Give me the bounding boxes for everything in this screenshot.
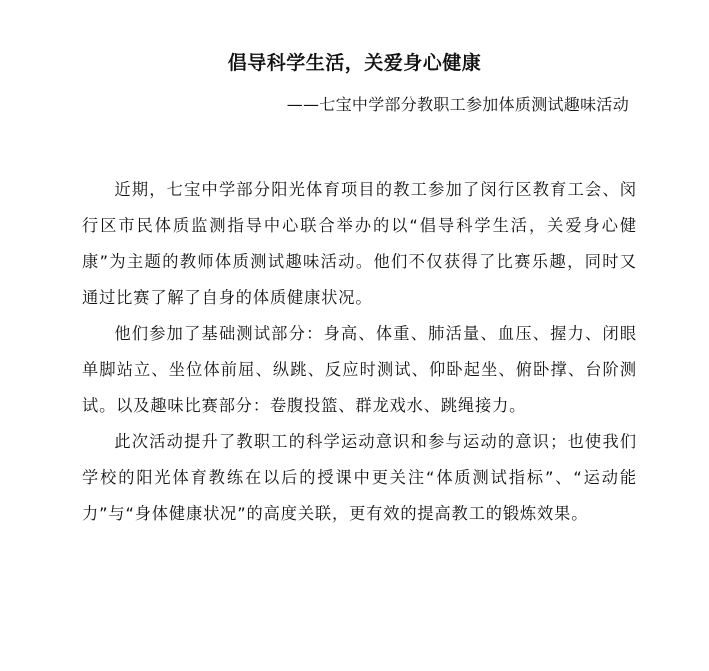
paragraph-1: 近期，七宝中学部分阳光体育项目的教工参加了闵行区教育工会、闵行区市民体质监测指导中心联合举办的以“倡导科学生活，关爱身心健康”为主题的教师体质测试趣味活动。他们不仅获得了比赛乐趣，同时又通过比赛了解了自身的体质健康状况。 <box>82 180 637 307</box>
paragraph-2: 他们参加了基础测试部分：身高、体重、肺活量、血压、握力、闭眼单脚站立、坐位体前屈、纵跳、反应时测试、仰卧起坐、俯卧撑、台阶测试。以及趣味比赛部分：卷腹投篮、群龙戏水、跳绳接力。 <box>82 324 637 415</box>
document-body <box>82 172 637 532</box>
document-subtitle: ——七宝中学部分教职工参加体质测试趣味活动 <box>286 95 629 114</box>
paragraph-3: 此次活动提升了教职工的科学运动意识和参与运动的意识；也使我们学校的阳光体育教练在以后的授课中更关注“体质测试指标”、“运动能力”与“身体健康状况”的高度关联，更有效的提高教工的锻炼效果。 <box>82 432 637 523</box>
document-title: 倡导科学生活，关爱身心健康 <box>227 52 482 74</box>
